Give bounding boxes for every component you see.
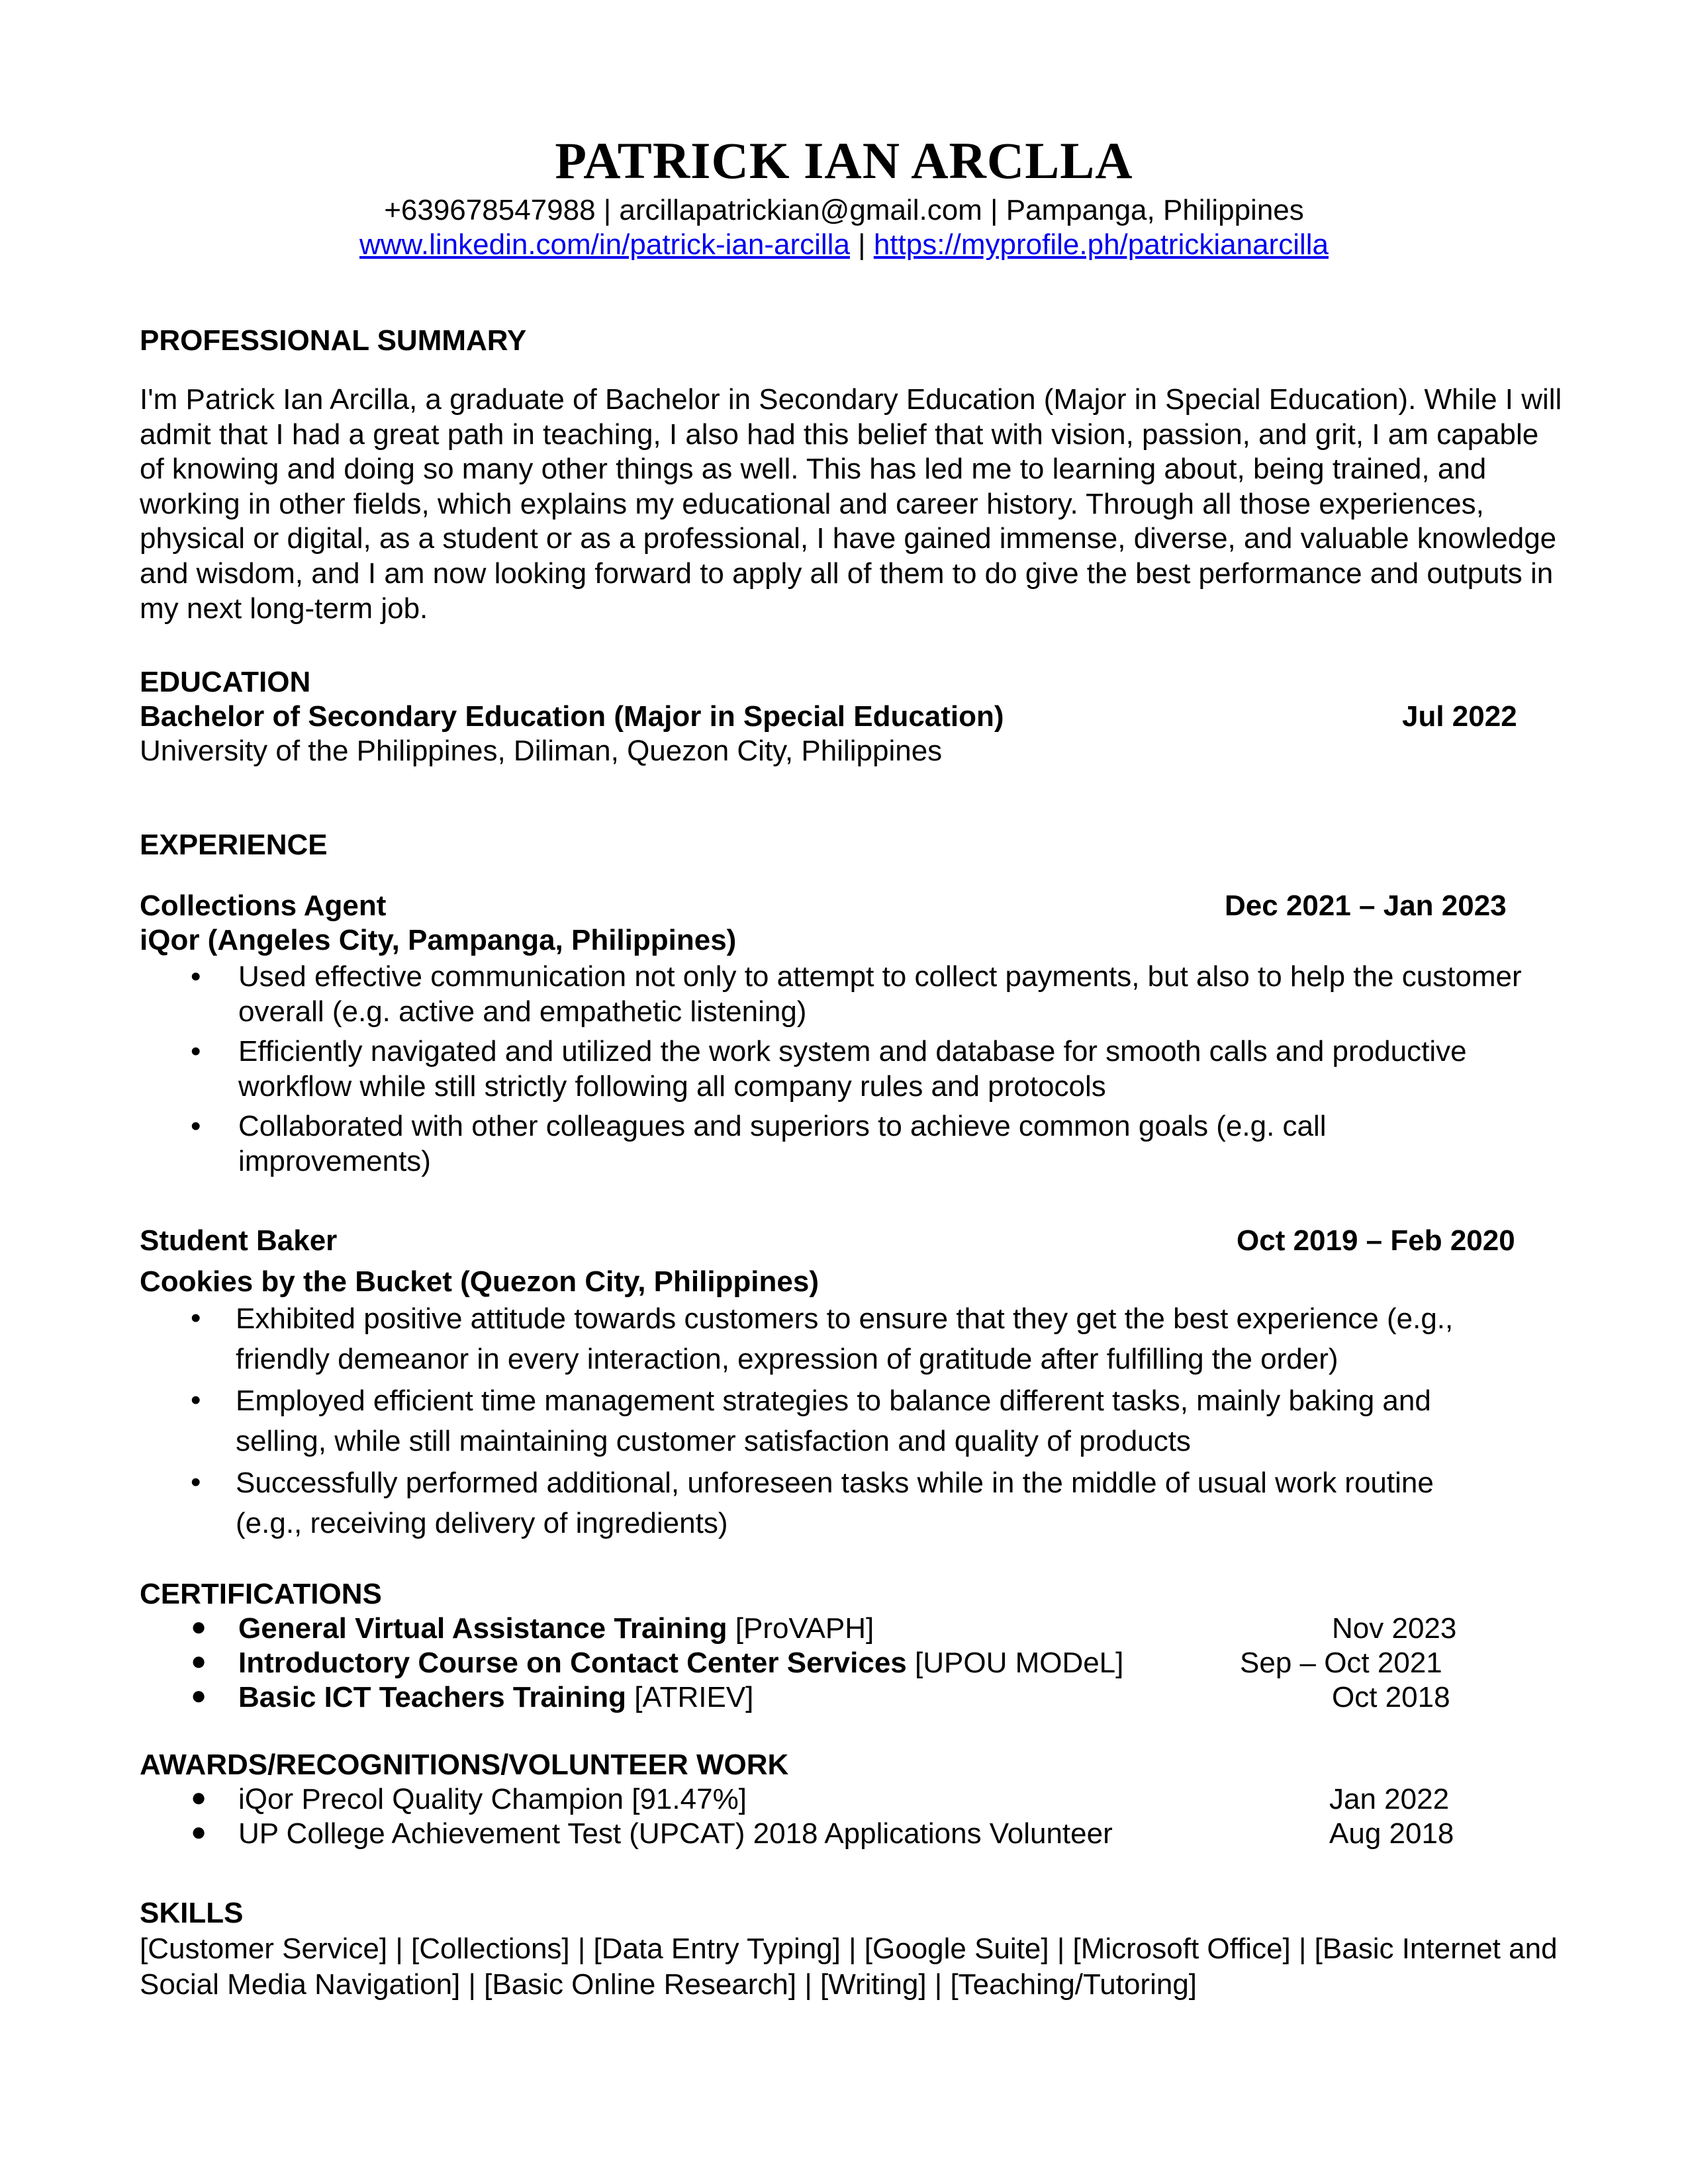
certification-name: Introductory Course on Contact Center Services	[238, 1647, 907, 1679]
job-company: Cookies by the Bucket (Quezon City, Philippines)	[140, 1265, 819, 1298]
award-date: Jan 2022	[1329, 1783, 1450, 1815]
job-bullet: Employed efficient time management strategies to balance different tasks, mainly baking and selling, while still maintaining customer satisfaction and quality of products	[236, 1385, 1431, 1457]
bullet-dot: ●	[191, 1612, 207, 1641]
bullet-dot: •	[191, 1384, 201, 1416]
job-bullet: Exhibited positive attitude towards customers to ensure that they get the best experience (e.g., friendly demeanor in every interaction, expression of gratitude after fulfilling the order)	[236, 1302, 1454, 1375]
certification-org: [ATRIEV]	[626, 1681, 754, 1713]
bullet-dot: ●	[191, 1681, 207, 1710]
bullet-dot: •	[191, 1302, 201, 1334]
bullet-dot: •	[191, 1110, 201, 1142]
certification-date: Nov 2023	[1332, 1612, 1457, 1645]
certifications-heading: CERTIFICATIONS	[140, 1578, 382, 1610]
job-title: Student Baker	[140, 1224, 338, 1257]
profile-link[interactable]: https://myprofile.ph/patrickianarcilla	[873, 228, 1329, 261]
education-degree: Bachelor of Secondary Education (Major in Special Education)	[140, 700, 1004, 733]
award-item: iQor Precol Quality Champion [91.47%]	[238, 1783, 747, 1815]
bullet-dot: •	[191, 1035, 201, 1068]
summary-heading: PROFESSIONAL SUMMARY	[140, 324, 527, 357]
education-date: Jul 2022	[1402, 700, 1517, 733]
job-title: Collections Agent	[140, 889, 387, 922]
certification-date: Sep – Oct 2021	[1240, 1647, 1442, 1679]
candidate-name: PATRICK IAN ARCLLA	[555, 132, 1133, 189]
certification-org: [ProVAPH]	[727, 1612, 874, 1645]
bullet-dot: •	[191, 1466, 201, 1498]
education-heading: EDUCATION	[140, 666, 311, 698]
job-bullet: Efficiently navigated and utilized the work system and database for smooth calls and productive workflow while still strictly following all company rules and protocols	[238, 1035, 1467, 1103]
award-item: UP College Achievement Test (UPCAT) 2018 Applications Volunteer	[238, 1817, 1113, 1850]
job-company: iQor (Angeles City, Pampanga, Philippines)	[140, 924, 737, 956]
bullet-dot: ●	[191, 1783, 207, 1812]
education-school: University of the Philippines, Diliman, Quezon City, Philippines	[140, 735, 943, 767]
bullet-dot: ●	[191, 1647, 207, 1676]
certification-org: [UPOU MODeL]	[906, 1647, 1124, 1679]
links-line	[0, 228, 1688, 261]
skills-heading: SKILLS	[140, 1897, 244, 1929]
certification-name: General Virtual Assistance Training	[238, 1612, 727, 1645]
certification-name: Basic ICT Teachers Training	[238, 1681, 627, 1713]
job-bullet: Successfully performed additional, unforeseen tasks while in the middle of usual work routine (e.g., receiving delivery of ingredients)	[236, 1467, 1434, 1539]
bullet-dot: ●	[191, 1817, 207, 1846]
linkedin-link[interactable]: www.linkedin.com/in/patrick-ian-arcilla	[359, 228, 850, 261]
job-date: Oct 2019 – Feb 2020	[1237, 1224, 1515, 1257]
awards-heading: AWARDS/RECOGNITIONS/VOLUNTEER WORK	[140, 1749, 789, 1781]
experience-heading: EXPERIENCE	[140, 829, 328, 861]
summary-text: I'm Patrick Ian Arcilla, a graduate of Bachelor in Secondary Education (Major in Special Education). While I will admit that I had a great path in teaching, I also had this belief that with vision, passion, and grit, I am capable of knowing and doing so many other things as well. This has led me to learning about, being trained, and working in other fields, which explains my educational and career history. Through all those experiences, physical or digital, as a student or as a professional, I have gained immense, diverse, and valuable knowledge and wisdom, and I am now looking forward to apply all of them to do give the best performance and outputs in my next long-term job.	[140, 383, 1562, 625]
award-date: Aug 2018	[1329, 1817, 1454, 1850]
contact-line: +639678547988 | arcillapatrickian@gmail.com | Pampanga, Philippines	[384, 194, 1304, 226]
certification-date: Oct 2018	[1332, 1681, 1450, 1713]
skills-list: [Customer Service] | [Collections] | [Data Entry Typing] | [Google Suite] | [Microsoft Office] | [Basic Internet and Social Media Navigation] | [Basic Online Research] | [Writing] | [Teaching/Tutoring]	[140, 1933, 1558, 2001]
job-bullet: Collaborated with other colleagues and superiors to achieve common goals (e.g. call improvements)	[238, 1110, 1327, 1177]
job-date: Dec 2021 – Jan 2023	[1225, 889, 1507, 922]
job-bullet: Used effective communication not only to attempt to collect payments, but also to help the customer overall (e.g. active and empathetic listening)	[238, 960, 1522, 1028]
link-separator: |	[849, 228, 874, 261]
bullet-dot: •	[191, 960, 201, 993]
